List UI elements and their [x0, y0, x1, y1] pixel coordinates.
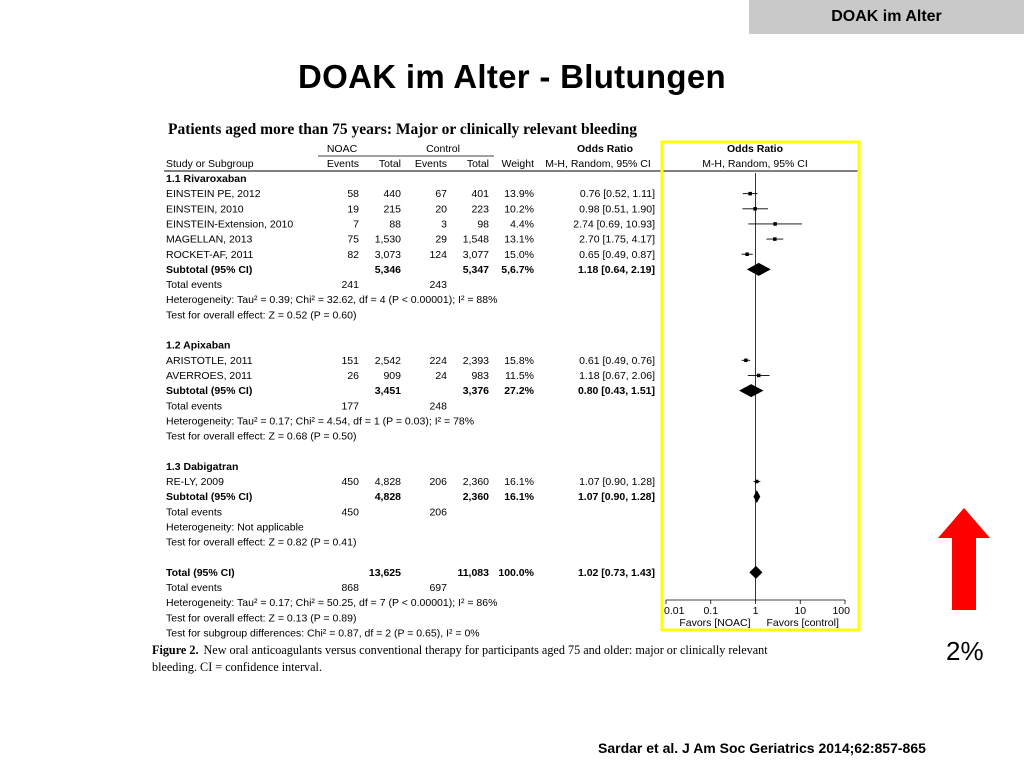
study-marker	[745, 253, 749, 257]
control-events: 67	[435, 188, 447, 201]
header-study: Study or Subgroup	[166, 158, 254, 170]
weight: 16.1%	[504, 476, 534, 488]
weight: 5,6.7%	[501, 263, 534, 276]
weight: 15.0%	[504, 248, 534, 261]
noac-events: 450	[341, 476, 359, 488]
control-events: 29	[435, 233, 447, 246]
control-total: 401	[471, 188, 489, 201]
noac-total: 4,828	[374, 491, 401, 504]
weight: 4.4%	[510, 218, 534, 231]
x-tick-label: 0.01	[664, 605, 685, 617]
study-marker	[748, 192, 752, 196]
control-total: 223	[471, 203, 489, 216]
noac-total: 4,828	[374, 476, 401, 488]
percentage-annotation: 2%	[946, 636, 984, 666]
row-label: Total events	[166, 506, 223, 519]
noac-total: 215	[383, 203, 401, 216]
study-marker	[773, 222, 777, 226]
header-control-total: Total	[466, 158, 489, 170]
row-label: 1.3 Dabigatran	[166, 460, 239, 473]
noac-events: 450	[341, 506, 359, 519]
odds-ratio-ci: 0.65 [0.49, 0.87]	[579, 248, 655, 261]
row-label: Heterogeneity: Tau² = 0.17; Chi² = 50.25, df = 7 (P < 0.00001); I² = 86%	[166, 597, 498, 610]
odds-ratio-ci: 1.02 [0.73, 1.43]	[577, 566, 655, 579]
highlight-box	[662, 142, 859, 630]
noac-total: 3,073	[374, 248, 401, 261]
row-label: Total events	[166, 400, 223, 413]
control-total: 1,548	[462, 233, 489, 246]
weight: 16.1%	[504, 491, 534, 504]
noac-total: 2,542	[374, 354, 401, 367]
study-marker	[757, 374, 761, 378]
row-label: EINSTEIN-Extension, 2010	[166, 218, 294, 231]
control-total: 5,347	[462, 263, 489, 276]
control-events: 224	[429, 354, 447, 367]
row-label: EINSTEIN PE, 2012	[166, 188, 261, 201]
chart-title: Patients aged more than 75 years: Major or clinically relevant bleeding	[168, 121, 637, 138]
noac-events: 26	[347, 369, 359, 382]
pooled-diamond	[747, 263, 771, 276]
header-noac: NOAC	[326, 143, 358, 155]
up-arrow-icon	[934, 506, 994, 616]
row-label: Test for overall effect: Z = 0.82 (P = 0.41)	[166, 536, 357, 549]
odds-ratio-ci: 0.76 [0.52, 1.11]	[579, 188, 655, 201]
row-label: AVERROES, 2011	[166, 369, 252, 382]
noac-events: 151	[341, 354, 359, 367]
study-marker	[773, 237, 777, 241]
noac-events: 82	[347, 248, 359, 261]
weight: 15.8%	[504, 354, 534, 367]
noac-total: 88	[389, 218, 401, 231]
header-odds-ratio: Odds Ratio	[576, 143, 634, 155]
weight: 100.0%	[498, 566, 534, 579]
header-odds-ratio-plot: Odds Ratio	[726, 143, 784, 155]
control-events: 697	[429, 582, 447, 595]
noac-total: 909	[383, 369, 401, 382]
control-total: 11,083	[457, 566, 489, 579]
noac-events: 177	[341, 400, 359, 413]
header-noac-events: Events	[326, 158, 359, 170]
control-events: 124	[429, 248, 447, 261]
control-total: 2,393	[462, 354, 489, 367]
odds-ratio-ci: 0.61 [0.49, 0.76]	[579, 354, 655, 367]
header-noac-total: Total	[378, 158, 401, 170]
favors-noac-label: Favors [NOAC]	[679, 617, 751, 629]
control-events: 3	[441, 218, 447, 231]
row-label: ARISTOTLE, 2011	[166, 354, 253, 367]
noac-total: 440	[383, 188, 401, 201]
row-label: Test for overall effect: Z = 0.68 (P = 0.50)	[166, 430, 357, 443]
control-events: 20	[435, 203, 447, 216]
section-tag: DOAK im Alter	[749, 0, 1024, 34]
odds-ratio-ci: 2.70 [1.75, 4.17]	[579, 233, 655, 246]
pooled-diamond	[749, 566, 762, 579]
figure-caption-line2: bleeding. CI = confidence interval.	[152, 660, 322, 674]
control-events: 206	[429, 476, 447, 488]
control-events: 248	[429, 400, 447, 413]
control-total: 2,360	[462, 491, 489, 504]
x-tick-label: 1	[752, 605, 759, 617]
odds-ratio-ci: 1.18 [0.64, 2.19]	[577, 263, 655, 276]
weight: 13.1%	[504, 233, 534, 246]
row-label: Heterogeneity: Tau² = 0.39; Chi² = 32.62, df = 4 (P < 0.00001); I² = 88%	[166, 294, 498, 307]
row-label: ROCKET-AF, 2011	[166, 248, 254, 261]
x-tick-label: 10	[794, 605, 807, 617]
noac-events: 19	[347, 203, 359, 216]
header-method-plot: M-H, Random, 95% CI	[702, 158, 808, 170]
noac-total: 3,451	[374, 385, 401, 398]
weight: 27.2%	[504, 385, 534, 398]
control-events: 24	[435, 369, 447, 382]
row-label: Test for overall effect: Z = 0.13 (P = 0.89)	[166, 612, 357, 625]
weight: 10.2%	[504, 203, 534, 216]
odds-ratio-ci: 2.74 [0.69, 10.93]	[573, 218, 655, 231]
control-total: 2,360	[462, 476, 489, 488]
row-label: Total events	[166, 582, 223, 595]
header-method: M-H, Random, 95% CI	[545, 158, 651, 170]
header-weight: Weight	[501, 158, 534, 170]
odds-ratio-ci: 1.07 [0.90, 1.28]	[577, 491, 655, 504]
figure-caption-line1	[152, 643, 768, 657]
control-total: 98	[477, 218, 489, 231]
x-tick-label: 0.1	[703, 605, 719, 617]
pooled-diamond	[739, 384, 763, 397]
slide-title: DOAK im Alter - Blutungen	[298, 58, 726, 95]
control-total: 983	[471, 369, 489, 382]
noac-events: 241	[341, 279, 359, 292]
weight: 13.9%	[504, 188, 534, 201]
odds-ratio-ci: 0.80 [0.43, 1.51]	[577, 385, 655, 398]
noac-events: 75	[347, 233, 359, 246]
weight: 11.5%	[505, 369, 534, 382]
control-total: 3,376	[462, 385, 489, 398]
favors-control-label: Favors [control]	[766, 617, 839, 629]
row-label: Heterogeneity: Tau² = 0.17; Chi² = 4.54, df = 1 (P = 0.03); I² = 78%	[166, 415, 475, 428]
study-marker	[744, 359, 748, 363]
row-label: Subtotal (95% CI)	[166, 385, 253, 398]
x-tick-label: 100	[832, 605, 850, 617]
row-label: EINSTEIN, 2010	[166, 203, 244, 216]
header-control-events: Events	[414, 158, 447, 170]
control-total: 3,077	[462, 248, 489, 261]
row-label: Total (95% CI)	[166, 566, 235, 579]
row-label: Test for subgroup differences: Chi² = 0.87, df = 2 (P = 0.65), I² = 0%	[166, 627, 480, 640]
caption-text: New oral anticoagulants versus conventional therapy for participants aged 75 and older: major or clinically relevant	[203, 643, 768, 657]
row-label: Test for overall effect: Z = 0.52 (P = 0.60)	[166, 309, 357, 322]
row-label: MAGELLAN, 2013	[166, 233, 253, 246]
odds-ratio-ci: 1.07 [0.90, 1.28]	[579, 476, 655, 488]
row-label: 1.2 Apixaban	[166, 339, 231, 352]
noac-total: 13,625	[368, 566, 401, 579]
noac-events: 7	[353, 218, 359, 231]
noac-total: 5,346	[374, 263, 401, 276]
row-label: Subtotal (95% CI)	[166, 263, 253, 276]
pooled-diamond	[753, 490, 760, 503]
row-label: Total events	[166, 279, 223, 292]
odds-ratio-ci: 0.98 [0.51, 1.90]	[579, 203, 655, 216]
caption-label: Figure 2.	[152, 643, 199, 657]
odds-ratio-ci: 1.18 [0.67, 2.06]	[579, 369, 655, 382]
row-label: RE-LY, 2009	[166, 476, 224, 488]
row-label: 1.1 Rivaroxaban	[166, 173, 247, 185]
noac-events: 58	[347, 188, 359, 201]
row-label: Subtotal (95% CI)	[166, 491, 253, 504]
reference-citation: Sardar et al. J Am Soc Geriatrics 2014;62:857-865	[598, 740, 926, 756]
noac-total: 1,530	[374, 233, 401, 246]
control-events: 243	[429, 279, 447, 292]
noac-events: 868	[341, 582, 359, 595]
control-events: 206	[429, 506, 447, 519]
header-control: Control	[426, 143, 460, 155]
row-label: Heterogeneity: Not applicable	[166, 521, 304, 534]
